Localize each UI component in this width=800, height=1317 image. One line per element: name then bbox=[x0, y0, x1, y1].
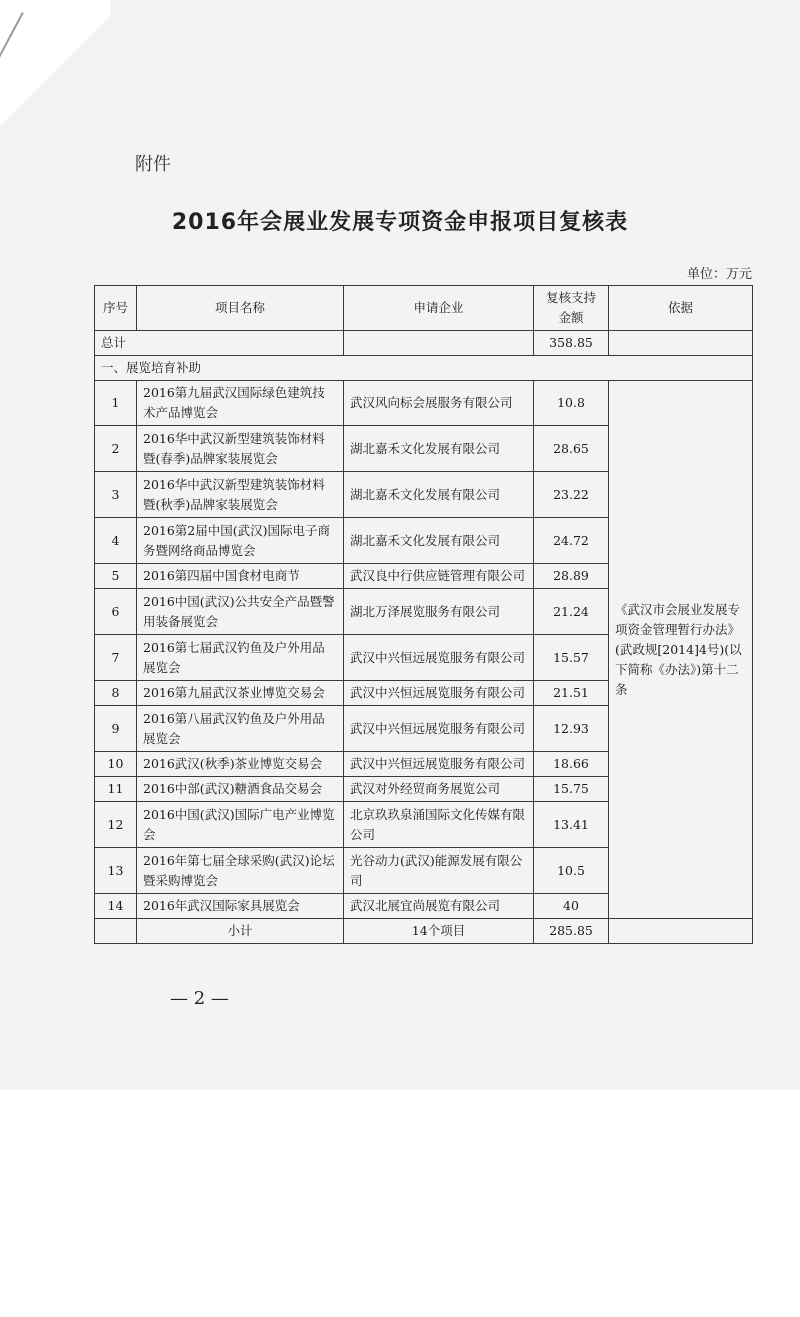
header-no: 序号 bbox=[95, 286, 137, 331]
annex-label: 附件 bbox=[135, 154, 171, 175]
row-number: 2 bbox=[95, 426, 137, 472]
row-number: 12 bbox=[95, 802, 137, 848]
row-project-name: 2016第九届武汉国际绿色建筑技术产品博览会 bbox=[137, 381, 344, 426]
row-amount: 15.75 bbox=[534, 777, 609, 802]
unit-label: 单位：万元 bbox=[686, 267, 752, 282]
header-amount: 复核支持金额 bbox=[534, 286, 609, 331]
row-amount: 23.22 bbox=[534, 472, 609, 518]
row-company: 武汉中兴恒远展览服务有限公司 bbox=[344, 635, 534, 681]
row-project-name: 2016第八届武汉钓鱼及户外用品展览会 bbox=[137, 706, 344, 752]
row-amount: 13.41 bbox=[534, 802, 609, 848]
row-company: 武汉北展宜尚展览有限公司 bbox=[344, 894, 534, 919]
total-basis-empty bbox=[609, 331, 753, 356]
row-number: 13 bbox=[95, 848, 137, 894]
row-company: 武汉中兴恒远展览服务有限公司 bbox=[344, 681, 534, 706]
row-number: 4 bbox=[95, 518, 137, 564]
row-amount: 12.93 bbox=[534, 706, 609, 752]
review-table bbox=[94, 285, 753, 944]
row-company: 武汉良中行供应链管理有限公司 bbox=[344, 564, 534, 589]
row-project-name: 2016第九届武汉茶业博览交易会 bbox=[137, 681, 344, 706]
table-header-row bbox=[95, 286, 753, 331]
row-company: 武汉对外经贸商务展览公司 bbox=[344, 777, 534, 802]
row-project-name: 2016华中武汉新型建筑装饰材料暨(秋季)品牌家装展览会 bbox=[137, 472, 344, 518]
row-project-name: 2016年第七届全球采购(武汉)论坛暨采购博览会 bbox=[137, 848, 344, 894]
row-number: 6 bbox=[95, 589, 137, 635]
row-project-name: 2016年武汉国际家具展览会 bbox=[137, 894, 344, 919]
subtotal-amount: 285.85 bbox=[534, 919, 609, 944]
header-basis: 依据 bbox=[609, 286, 753, 331]
row-number: 5 bbox=[95, 564, 137, 589]
row-company: 湖北万泽展览服务有限公司 bbox=[344, 589, 534, 635]
row-amount: 21.24 bbox=[534, 589, 609, 635]
total-label: 总计 bbox=[95, 331, 344, 356]
row-number: 11 bbox=[95, 777, 137, 802]
row-company: 北京玖玖泉涌国际文化传媒有限公司 bbox=[344, 802, 534, 848]
row-number: 9 bbox=[95, 706, 137, 752]
row-amount: 18.66 bbox=[534, 752, 609, 777]
row-project-name: 2016第七届武汉钓鱼及户外用品展览会 bbox=[137, 635, 344, 681]
row-project-name: 2016武汉(秋季)茶业博览交易会 bbox=[137, 752, 344, 777]
row-amount: 28.89 bbox=[534, 564, 609, 589]
basis-text: 《武汉市会展业发展专项资金管理暂行办法》(武政规[2014]4号)(以下简称《办法》)第十二条 bbox=[609, 381, 753, 919]
row-company: 武汉中兴恒远展览服务有限公司 bbox=[344, 752, 534, 777]
row-number: 1 bbox=[95, 381, 137, 426]
row-project-name: 2016中国(武汉)公共安全产品暨警用装备展览会 bbox=[137, 589, 344, 635]
subtotal-label: 小计 bbox=[137, 919, 344, 944]
subtotal-no-empty bbox=[95, 919, 137, 944]
subtotal-basis-empty bbox=[609, 919, 753, 944]
row-amount: 15.57 bbox=[534, 635, 609, 681]
row-company: 湖北嘉禾文化发展有限公司 bbox=[344, 426, 534, 472]
document-title: 2016年会展业发展专项资金申报项目复核表 bbox=[171, 210, 629, 235]
row-number: 10 bbox=[95, 752, 137, 777]
row-company: 武汉风向标会展服务有限公司 bbox=[344, 381, 534, 426]
total-amount: 358.85 bbox=[534, 331, 609, 356]
row-number: 14 bbox=[95, 894, 137, 919]
row-amount: 28.65 bbox=[534, 426, 609, 472]
section-title: 一、展览培育补助 bbox=[95, 356, 753, 381]
row-project-name: 2016中部(武汉)糖酒食品交易会 bbox=[137, 777, 344, 802]
row-project-name: 2016第四届中国食材电商节 bbox=[137, 564, 344, 589]
row-number: 7 bbox=[95, 635, 137, 681]
row-company: 光谷动力(武汉)能源发展有限公司 bbox=[344, 848, 534, 894]
row-company: 湖北嘉禾文化发展有限公司 bbox=[344, 472, 534, 518]
row-amount: 24.72 bbox=[534, 518, 609, 564]
row-amount: 21.51 bbox=[534, 681, 609, 706]
page-number: — 2 — bbox=[170, 988, 229, 1009]
total-row bbox=[95, 331, 753, 356]
row-project-name: 2016华中武汉新型建筑装饰材料暨(春季)品牌家装展览会 bbox=[137, 426, 344, 472]
row-amount: 40 bbox=[534, 894, 609, 919]
subtotal-row bbox=[95, 919, 753, 944]
row-project-name: 2016第2届中国(武汉)国际电子商务暨网络商品博览会 bbox=[137, 518, 344, 564]
header-project: 项目名称 bbox=[137, 286, 344, 331]
header-company: 申请企业 bbox=[344, 286, 534, 331]
row-number: 3 bbox=[95, 472, 137, 518]
row-amount: 10.5 bbox=[534, 848, 609, 894]
row-amount: 10.8 bbox=[534, 381, 609, 426]
section-row bbox=[95, 356, 753, 381]
row-company: 湖北嘉禾文化发展有限公司 bbox=[344, 518, 534, 564]
subtotal-count: 14个项目 bbox=[344, 919, 534, 944]
row-company: 武汉中兴恒远展览服务有限公司 bbox=[344, 706, 534, 752]
table-row bbox=[95, 381, 753, 426]
row-number: 8 bbox=[95, 681, 137, 706]
total-company-empty bbox=[344, 331, 534, 356]
row-project-name: 2016中国(武汉)国际广电产业博览会 bbox=[137, 802, 344, 848]
